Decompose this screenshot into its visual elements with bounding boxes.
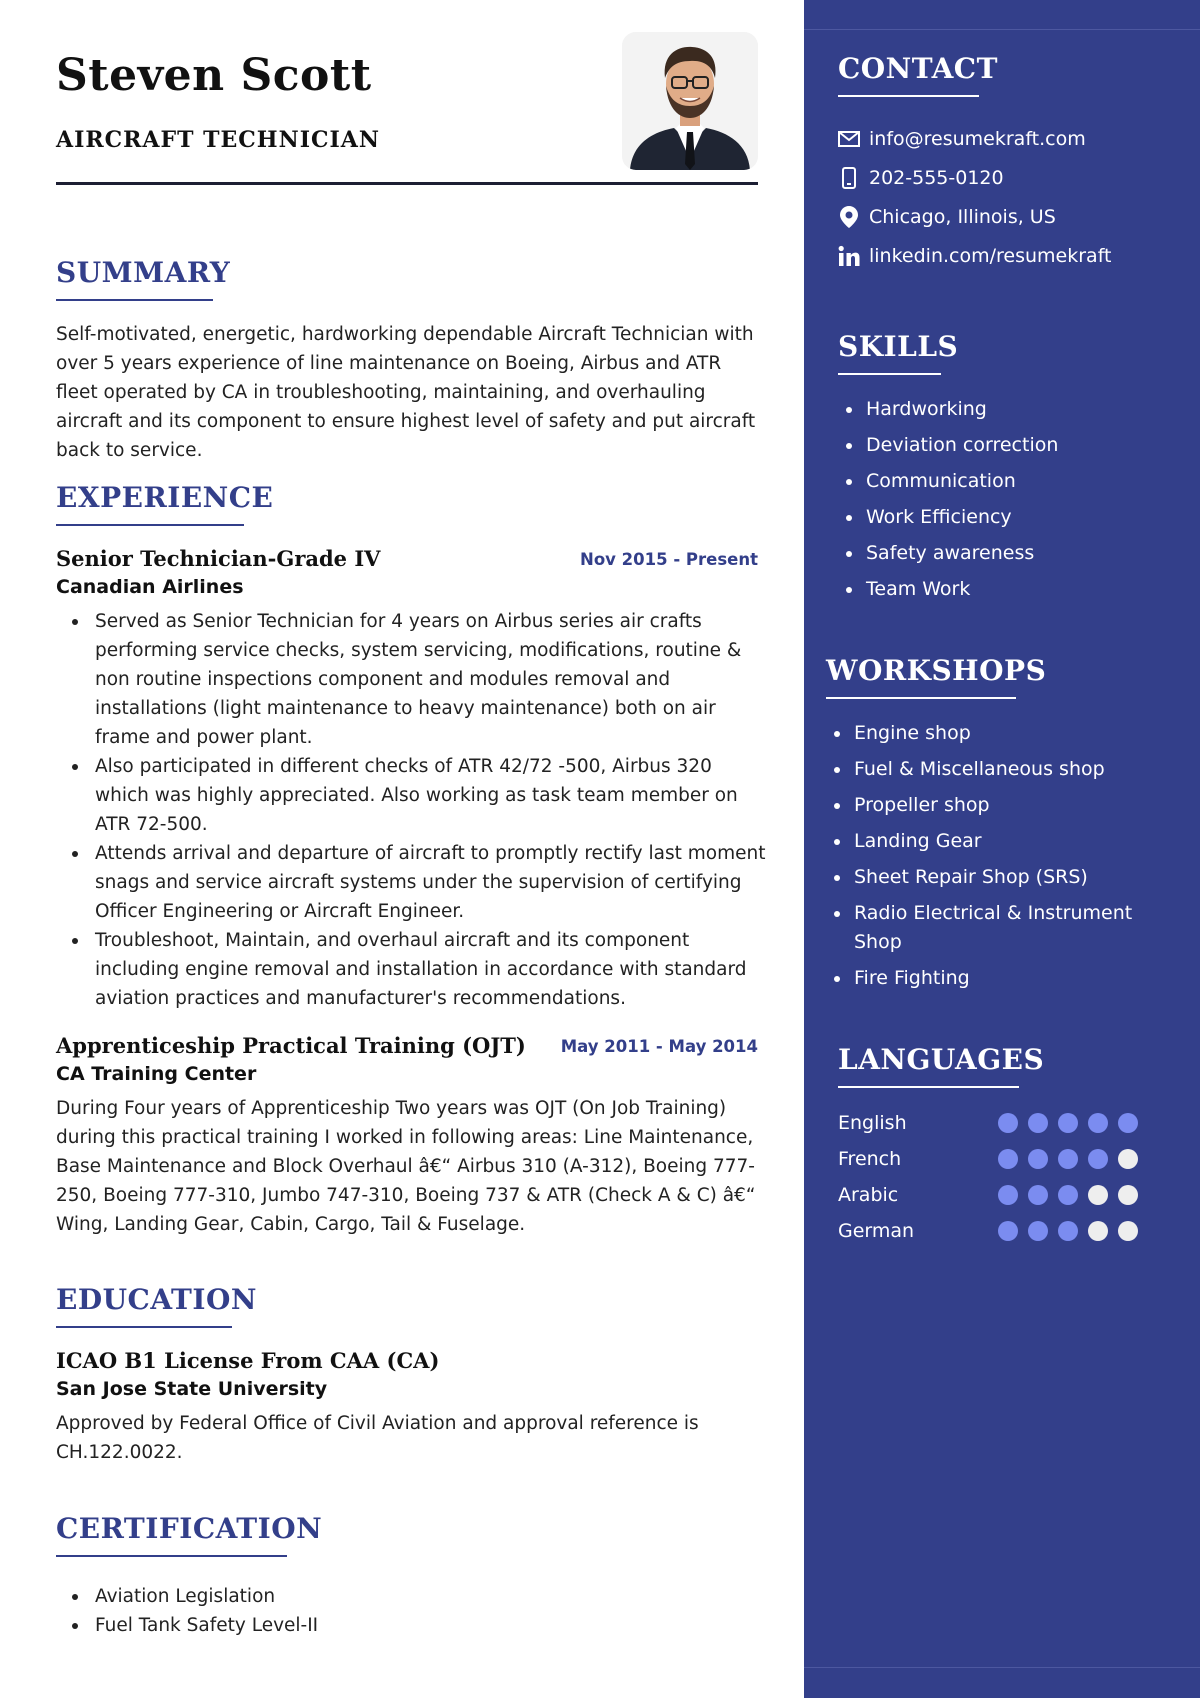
- candidate-name: Steven Scott: [56, 50, 372, 101]
- level-dot-empty: [1118, 1149, 1138, 1169]
- level-dot-filled: [1118, 1113, 1138, 1133]
- language-row: [838, 1180, 1138, 1210]
- list-item: Engine shop: [826, 719, 1156, 748]
- language-level: [998, 1221, 1148, 1241]
- job-title: Senior Technician-Grade IV: [56, 546, 381, 571]
- list-item: Fire Fighting: [826, 964, 1156, 993]
- language-name: French: [838, 1148, 902, 1170]
- workshops-list: [826, 719, 1156, 1000]
- language-level: [998, 1185, 1148, 1205]
- job-company: CA Training Center: [56, 1063, 257, 1085]
- profile-photo: [622, 32, 758, 170]
- education-heading: [56, 1283, 257, 1328]
- list-item: Attends arrival and departure of aircraft to promptly rectify last moment snags and service aircraft systems under the supervision of certifying Officer Engineering or Aircraft Engineer.: [56, 839, 766, 926]
- list-item: Also participated in different checks of ATR 42/72 -500, Airbus 320 which was highly appreciated. Also working as task team member on ATR 72-500.: [56, 752, 766, 839]
- level-dot-filled: [1058, 1221, 1078, 1241]
- list-item: Deviation correction: [838, 431, 1058, 460]
- job-description: During Four years of Apprenticeship Two years was OJT (On Job Training) during this practical training I worked in following areas: Line Maintenance, Base Maintenance and Block Overhaul â€“ Airbus 310 (A-312), Boeing 777-250, Boeing 777-310, Jumbo 747-310, Boeing 737 & ATR (Check A & C) â€“ Wing, Landing Gear, Cabin, Cargo, Tail & Fuselage.: [56, 1098, 756, 1235]
- list-item: Communication: [838, 467, 1058, 496]
- certification-list: [56, 1582, 766, 1640]
- level-dot-empty: [1088, 1185, 1108, 1205]
- experience-heading-label: EXPERIENCE: [56, 481, 274, 514]
- level-dot-filled: [1088, 1113, 1108, 1133]
- education-description: Approved by Federal Office of Civil Aviation and approval reference is CH.122.0022.: [56, 1413, 699, 1463]
- languages-heading: [838, 1043, 1045, 1088]
- contact-phone-text[interactable]: 202-555-0120: [869, 167, 1004, 189]
- level-dot-empty: [1088, 1221, 1108, 1241]
- level-dot-empty: [1118, 1221, 1138, 1241]
- level-dot-filled: [998, 1149, 1018, 1169]
- language-row: [838, 1216, 1138, 1246]
- level-dot-filled: [998, 1185, 1018, 1205]
- summary-heading-underline: [56, 299, 213, 301]
- level-dot-filled: [998, 1113, 1018, 1133]
- summary-text: Self-motivated, energetic, hardworking dependable Aircraft Technician with over 5 years experience of line maintenance on Boeing, Airbus and ATR fleet operated by CA in troubleshooting, maintaining, and overhauling aircraft and its component to ensure highest level of safety and put aircraft back to service.: [56, 324, 756, 461]
- language-level: [998, 1113, 1148, 1133]
- language-name: German: [838, 1220, 915, 1242]
- certification-heading-label: CERTIFICATION: [56, 1512, 323, 1545]
- contact-location: [838, 206, 1056, 228]
- list-item: Safety awareness: [838, 539, 1058, 568]
- linkedin-icon: [838, 245, 860, 267]
- mail-icon: [838, 128, 860, 150]
- list-item: Served as Senior Technician for 4 years on Airbus series air crafts performing service checks, system servicing, modifications, routine & non routine inspections component and modules removal and installations (light maintenance to heavy maintenance) both on air frame and power plant.: [56, 607, 766, 752]
- language-name: Arabic: [838, 1184, 899, 1206]
- candidate-title: AIRCRAFT TECHNICIAN: [56, 127, 380, 153]
- language-level: [998, 1149, 1148, 1169]
- level-dot-filled: [998, 1221, 1018, 1241]
- contact-linkedin-text[interactable]: linkedin.com/resumekraft: [869, 245, 1112, 267]
- contact-heading-label: CONTACT: [838, 52, 998, 85]
- job-dates: May 2011 - May 2014: [560, 1037, 758, 1056]
- language-row: [838, 1108, 1138, 1138]
- sidebar-top-divider: [804, 29, 1200, 30]
- skills-heading-label: SKILLS: [838, 330, 959, 363]
- list-item: Fuel Tank Safety Level-II: [56, 1611, 766, 1640]
- language-row: [838, 1144, 1138, 1174]
- summary-heading-label: SUMMARY: [56, 256, 231, 289]
- education-heading-label: EDUCATION: [56, 1283, 257, 1316]
- level-dot-filled: [1058, 1149, 1078, 1169]
- certification-heading-underline: [56, 1555, 287, 1557]
- list-item: Landing Gear: [826, 827, 1156, 856]
- workshops-heading: [826, 654, 1047, 699]
- level-dot-filled: [1088, 1149, 1108, 1169]
- skills-heading: [838, 330, 959, 375]
- level-dot-filled: [1058, 1113, 1078, 1133]
- contact-heading-underline: [838, 95, 979, 97]
- header-divider: [56, 182, 758, 185]
- sidebar-bottom-divider: [804, 1667, 1200, 1668]
- level-dot-filled: [1028, 1113, 1048, 1133]
- list-item: Sheet Repair Shop (SRS): [826, 863, 1156, 892]
- job-title: Apprenticeship Practical Training (OJT): [56, 1033, 526, 1058]
- contact-phone[interactable]: [838, 167, 1004, 189]
- location-pin-icon: [838, 206, 860, 228]
- degree-title: ICAO B1 License From CAA (CA): [56, 1348, 440, 1373]
- phone-icon: [838, 167, 860, 189]
- certification-heading: [56, 1512, 323, 1557]
- contact-email-text[interactable]: info@resumekraft.com: [869, 128, 1086, 150]
- level-dot-filled: [1058, 1185, 1078, 1205]
- languages-heading-underline: [838, 1086, 1019, 1088]
- list-item: Aviation Legislation: [56, 1582, 766, 1611]
- contact-linkedin[interactable]: [838, 245, 1112, 267]
- list-item: Propeller shop: [826, 791, 1156, 820]
- contact-email[interactable]: [838, 128, 1086, 150]
- job-dates: Nov 2015 - Present: [580, 550, 758, 569]
- job-company: Canadian Airlines: [56, 576, 244, 598]
- workshops-heading-underline: [826, 697, 1016, 699]
- profile-photo-image: [622, 32, 758, 170]
- level-dot-filled: [1028, 1149, 1048, 1169]
- list-item: Work Efficiency: [838, 503, 1058, 532]
- experience-heading: [56, 481, 274, 526]
- language-name: English: [838, 1112, 907, 1134]
- level-dot-filled: [1028, 1221, 1048, 1241]
- education-heading-underline: [56, 1326, 232, 1328]
- school-name: San Jose State University: [56, 1378, 328, 1400]
- list-item: Radio Electrical & Instrument Shop: [826, 899, 1156, 957]
- list-item: Fuel & Miscellaneous shop: [826, 755, 1156, 784]
- list-item: Team Work: [838, 575, 1058, 604]
- skills-heading-underline: [838, 373, 941, 375]
- summary-heading: [56, 256, 231, 301]
- languages-heading-label: LANGUAGES: [838, 1043, 1045, 1076]
- contact-location-text: Chicago, Illinois, US: [869, 206, 1056, 228]
- contact-heading: [838, 52, 998, 97]
- skills-list: [838, 395, 1058, 611]
- list-item: Troubleshoot, Maintain, and overhaul aircraft and its component including engine removal and installation in accordance with standard aviation practices and manufacturer's recommendations.: [56, 926, 766, 1013]
- job-responsibilities: [56, 607, 766, 1013]
- workshops-heading-label: WORKSHOPS: [826, 654, 1047, 687]
- experience-heading-underline: [56, 524, 244, 526]
- level-dot-filled: [1028, 1185, 1048, 1205]
- level-dot-empty: [1118, 1185, 1138, 1205]
- list-item: Hardworking: [838, 395, 1058, 424]
